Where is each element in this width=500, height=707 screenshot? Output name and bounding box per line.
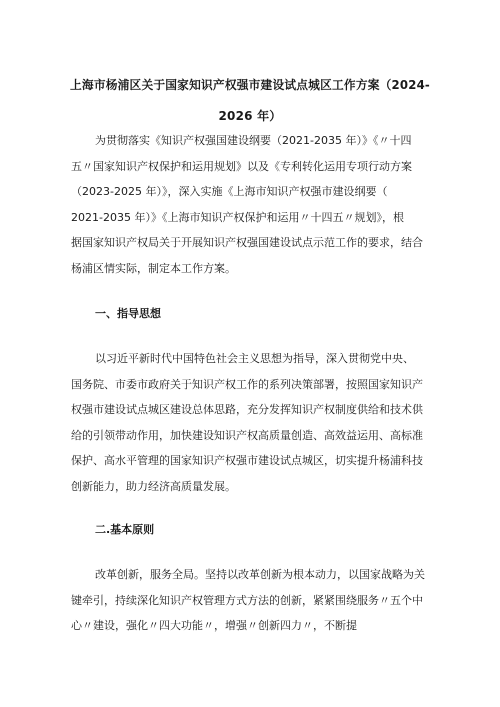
document-title-line-1: 上海市杨浦区关于国家知识产权强市建设试点城区工作方案（2024- [70,78,430,92]
guiding-ideology-paragraph [71,346,427,499]
section1-line-2: 国务院、市委市政府关于知识产权工作的系列决策部署，按照国家知识产 [71,377,423,391]
document-title-line-2: 2026 年） [218,109,282,123]
intro-line-1: 为贯彻落实《知识产权强国建设纲要（2021-2035 年）》《〃十四 [95,134,412,147]
intro-line-2: 五〃国家知识产权保护和运用规划》以及《专利转化运用专项行动方案 [71,159,412,173]
section1-line-6: 创新能力，助力经济高质量发展。 [71,479,236,493]
section2-line-2: 键牵引，持续深化知识产权管理方式方法的创新，紧紧围绕服务〃五个中 [71,593,423,607]
document-title [70,70,430,132]
section1-line-5: 保护、高水平管理的国家知识产权强市建设试点城区，切实提升杨浦科技 [71,454,423,467]
intro-line-6: 杨浦区情实际，制定本工作方案。 [71,261,236,275]
section-heading-basic-principles: 二.基本原则 [95,523,155,536]
intro-paragraph [71,128,427,281]
intro-line-3: （2023-2025 年）》，深入实施《上海市知识产权强市建设纲要（ [71,185,388,198]
section1-line-4: 给的引领带动作用，加快建设知识产权高质量创造、高效益运用、高标准 [71,428,423,442]
section-heading-guiding-ideology: 一、指导思想 [95,307,161,320]
section2-line-3: 心〃建设，强化〃四大功能〃，增强〃创新四力〃，不断提 [71,619,357,632]
section1-line-3: 权强市建设试点城区建设总体思路，充分发挥知识产权制度供给和技术供 [71,403,423,416]
intro-line-4: 2021-2035 年）》《上海市知识产权保护和运用〃十四五〃规划》，根 [71,210,404,224]
basic-principles-paragraph [71,562,427,639]
section1-line-1: 以习近平新时代中国特色社会主义思想为指导，深入贯彻党中央、 [95,352,414,365]
intro-line-5: 据国家知识产权局关于开展知识产权强国建设试点示范工作的要求，结合 [71,236,423,249]
section2-line-1: 改革创新，服务全局。坚持以改革创新为根本动力，以国家战略为关 [95,568,425,581]
